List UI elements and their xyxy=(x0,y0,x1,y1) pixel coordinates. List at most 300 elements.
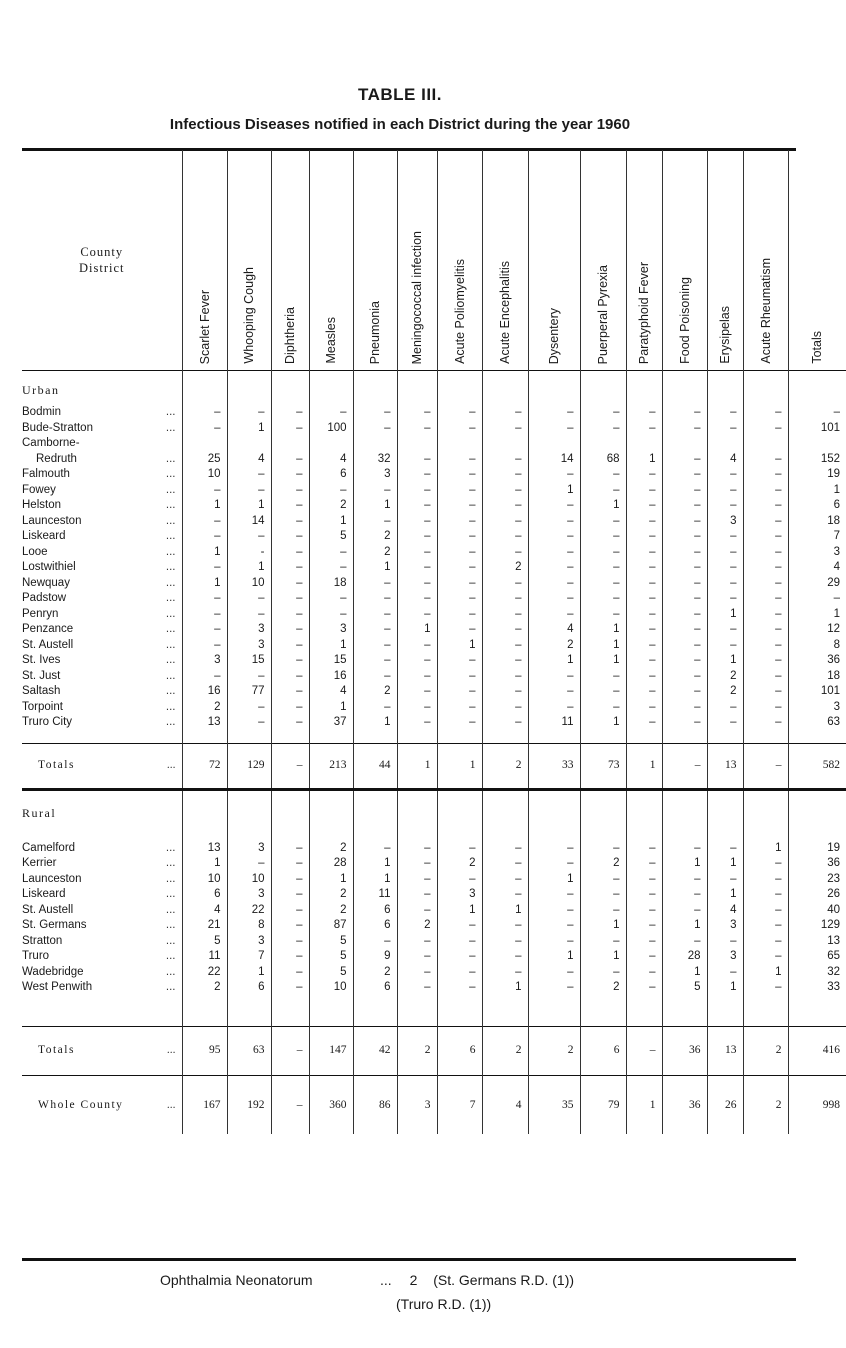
cell-value: 7 xyxy=(437,1086,482,1126)
cell-value: 1 xyxy=(309,638,353,654)
cell-value: – xyxy=(662,405,707,421)
spacer-cell xyxy=(482,791,528,803)
cell-value: – xyxy=(528,405,580,421)
spacer-cell xyxy=(227,996,271,1027)
cell-value: – xyxy=(353,934,397,950)
cell-value: – xyxy=(580,887,626,903)
district-name xyxy=(22,483,182,499)
cell-value: – xyxy=(182,669,227,685)
spacer-cell xyxy=(227,1076,271,1086)
spacer-cell xyxy=(182,731,227,744)
cell-value: – xyxy=(437,918,482,934)
cell-value: 1 xyxy=(437,638,482,654)
cell-value: 18 xyxy=(788,669,846,685)
spacer-cell xyxy=(626,803,662,825)
spacer-cell xyxy=(707,731,743,744)
district-name-text: Redruth xyxy=(36,452,77,465)
spacer-cell xyxy=(662,1126,707,1134)
cell-value: – xyxy=(309,483,353,499)
district-name xyxy=(22,918,182,934)
cell-value: – xyxy=(580,591,626,607)
spacer-cell xyxy=(482,1126,528,1134)
spacer-cell xyxy=(580,791,626,803)
cell-value: 6 xyxy=(353,918,397,934)
cell-value: 2 xyxy=(528,638,580,654)
spacer-cell xyxy=(580,996,626,1027)
cell-value: – xyxy=(626,607,662,623)
cell-value xyxy=(580,436,626,452)
district-name xyxy=(22,669,182,685)
cell-value: – xyxy=(397,715,437,731)
cell-value: 1 xyxy=(626,452,662,468)
spacer-cell xyxy=(626,1126,662,1134)
cell-value: – xyxy=(662,483,707,499)
cell-value: – xyxy=(227,700,271,716)
column-header-label: Acute Encephalitis xyxy=(498,261,512,364)
spacer-cell xyxy=(22,371,182,379)
cell-value: – xyxy=(743,684,788,700)
spacer-cell xyxy=(662,791,707,803)
column-header xyxy=(482,150,528,371)
cell-value: 1 xyxy=(528,949,580,965)
cell-value: – xyxy=(662,467,707,483)
column-header xyxy=(227,150,271,371)
spacer-cell xyxy=(353,731,397,744)
cell-value: – xyxy=(626,421,662,437)
cell-value: 3 xyxy=(707,918,743,934)
column-header-label: Acute Rheumatism xyxy=(758,258,773,364)
cell-value: 73 xyxy=(580,744,626,790)
cell-value: – xyxy=(528,841,580,857)
cell-value: – xyxy=(397,576,437,592)
section-heading-row xyxy=(22,379,846,401)
spacer-cell xyxy=(580,1076,626,1086)
cell-value: – xyxy=(397,591,437,607)
cell-value: – xyxy=(482,421,528,437)
spacer-cell xyxy=(353,379,397,401)
cell-value: 4 xyxy=(528,622,580,638)
cell-value: – xyxy=(662,498,707,514)
cell-value: – xyxy=(528,918,580,934)
cell-value: – xyxy=(437,934,482,950)
cell-value: – xyxy=(626,514,662,530)
cell-value: – xyxy=(662,744,707,790)
cell-value: 2 xyxy=(580,856,626,872)
district-name xyxy=(22,514,182,530)
cell-value: – xyxy=(626,591,662,607)
cell-value: 8 xyxy=(227,918,271,934)
cell-value xyxy=(662,436,707,452)
spacer-cell xyxy=(182,996,227,1027)
cell-value: 3 xyxy=(227,841,271,857)
cell-value: – xyxy=(662,638,707,654)
cell-value: – xyxy=(353,576,397,592)
cell-value: 36 xyxy=(662,1027,707,1076)
cell-value: – xyxy=(743,887,788,903)
spacer-cell xyxy=(227,371,271,379)
cell-value: – xyxy=(626,560,662,576)
spacer-cell xyxy=(22,996,182,1027)
leader-dots: ... xyxy=(165,872,176,885)
cell-value: 42 xyxy=(353,1027,397,1076)
cell-value: – xyxy=(482,872,528,888)
spacer-cell xyxy=(271,825,309,841)
cell-value: – xyxy=(580,421,626,437)
cell-value: – xyxy=(662,841,707,857)
cell-value: 35 xyxy=(528,1086,580,1126)
spacer-cell xyxy=(397,731,437,744)
cell-value: – xyxy=(397,684,437,700)
cell-value: 3 xyxy=(227,638,271,654)
spacer-cell xyxy=(182,379,227,401)
cell-value: – xyxy=(437,684,482,700)
spacer-cell xyxy=(580,371,626,379)
cell-value: – xyxy=(227,856,271,872)
cell-value: 15 xyxy=(309,653,353,669)
totals-row xyxy=(22,744,846,790)
cell-value: – xyxy=(662,529,707,545)
cell-value: – xyxy=(528,545,580,561)
leader-dots: ... xyxy=(165,499,176,511)
cell-value: – xyxy=(743,622,788,638)
cell-value: – xyxy=(182,560,227,576)
column-header-label: Meningococcal infection xyxy=(410,230,424,364)
cell-value: – xyxy=(743,934,788,950)
cell-value: – xyxy=(271,653,309,669)
cell-value: – xyxy=(528,467,580,483)
spacer-cell xyxy=(182,803,227,825)
cell-value: – xyxy=(353,483,397,499)
cell-value: – xyxy=(482,934,528,950)
cell-value: – xyxy=(743,483,788,499)
cell-value: – xyxy=(743,405,788,421)
spacer-cell xyxy=(309,996,353,1027)
cell-value: – xyxy=(707,622,743,638)
table-row xyxy=(22,498,846,514)
leader-dots: ... xyxy=(166,1043,176,1056)
cell-value: – xyxy=(437,715,482,731)
table-row xyxy=(22,436,846,452)
cell-value: – xyxy=(528,529,580,545)
cell-value: 1 xyxy=(580,918,626,934)
spacer-cell xyxy=(271,791,309,803)
district-name-text: Fowey xyxy=(22,483,56,496)
cell-value: 1 xyxy=(437,744,482,790)
cell-value: – xyxy=(707,934,743,950)
spacer-cell xyxy=(22,791,182,803)
cell-value: 1 xyxy=(662,918,707,934)
cell-value: – xyxy=(437,421,482,437)
leader-dots: ... xyxy=(165,903,176,916)
spacer-cell xyxy=(437,825,482,841)
leader-dots: ... xyxy=(166,758,176,771)
cell-value: 2 xyxy=(437,856,482,872)
cell-value xyxy=(707,436,743,452)
cell-value: 2 xyxy=(397,1027,437,1076)
spacer-cell xyxy=(528,803,580,825)
cell-value: – xyxy=(743,872,788,888)
spacer-cell xyxy=(743,791,788,803)
cell-value: – xyxy=(271,744,309,790)
cell-value: – xyxy=(743,529,788,545)
spacer-cell xyxy=(482,371,528,379)
district-name-text: Launceston xyxy=(22,872,82,885)
cell-value: – xyxy=(482,405,528,421)
spacer-cell xyxy=(182,1076,227,1086)
cell-value: – xyxy=(227,483,271,499)
district-name-text: Camborne- xyxy=(22,437,80,449)
spacer-cell xyxy=(528,371,580,379)
spacer-cell xyxy=(309,1126,353,1134)
cell-value: – xyxy=(662,607,707,623)
cell-value: – xyxy=(707,421,743,437)
cell-value: 19 xyxy=(788,467,846,483)
cell-value: 16 xyxy=(309,669,353,685)
district-name-text: St. Ives xyxy=(22,654,61,666)
cell-value: – xyxy=(580,576,626,592)
cell-value: – xyxy=(353,622,397,638)
cell-value: – xyxy=(271,483,309,499)
header-row xyxy=(22,150,846,371)
spacer-cell xyxy=(788,825,846,841)
cell-value: – xyxy=(626,856,662,872)
spacer-cell xyxy=(437,996,482,1027)
table-row xyxy=(22,856,846,872)
cell-value: – xyxy=(397,638,437,654)
table-row xyxy=(22,560,846,576)
cell-value: 5 xyxy=(662,980,707,996)
cell-value: – xyxy=(271,576,309,592)
leader-dots: ... xyxy=(165,919,176,931)
district-name-text: Liskeard xyxy=(22,888,66,900)
leader-dots: ... xyxy=(165,576,176,589)
cell-value: 1 xyxy=(707,653,743,669)
cell-value: – xyxy=(397,514,437,530)
cell-value: – xyxy=(397,965,437,981)
cell-value: 2 xyxy=(353,545,397,561)
cell-value xyxy=(397,436,437,452)
cell-value: 3 xyxy=(707,514,743,530)
cell-value: 1 xyxy=(528,483,580,499)
spacer-cell xyxy=(271,1076,309,1086)
cell-value: 87 xyxy=(309,918,353,934)
spacer-cell xyxy=(437,379,482,401)
cell-value: – xyxy=(528,980,580,996)
district-name-text: Liskeard xyxy=(22,530,66,542)
district-name-text: Stratton xyxy=(22,934,63,947)
cell-value: – xyxy=(271,452,309,468)
leader-dots: ... xyxy=(165,950,176,962)
cell-value: – xyxy=(227,467,271,483)
cell-value: 5 xyxy=(309,949,353,965)
cell-value: – xyxy=(580,514,626,530)
district-name-text: Launceston xyxy=(22,514,82,527)
cell-value: – xyxy=(437,545,482,561)
cell-value: – xyxy=(271,934,309,950)
column-header xyxy=(437,150,482,371)
footnote-dots: ... xyxy=(380,1272,392,1288)
cell-value: – xyxy=(626,405,662,421)
cell-value xyxy=(353,436,397,452)
table-row xyxy=(22,715,846,731)
cell-value: – xyxy=(707,591,743,607)
district-name-text: Wadebridge xyxy=(22,965,84,978)
cell-value: – xyxy=(626,949,662,965)
cell-value: – xyxy=(743,856,788,872)
cell-value: – xyxy=(580,560,626,576)
leader-dots: ... xyxy=(165,514,176,527)
table-row xyxy=(22,607,846,623)
spacer-cell xyxy=(353,1076,397,1086)
cell-value: 1 xyxy=(707,856,743,872)
cell-value: 44 xyxy=(353,744,397,790)
leader-dots: ... xyxy=(165,654,176,666)
cell-value: – xyxy=(182,607,227,623)
cell-value: 32 xyxy=(353,452,397,468)
cell-value: – xyxy=(397,872,437,888)
table-row xyxy=(22,545,846,561)
cell-value: – xyxy=(353,638,397,654)
spacer-cell xyxy=(397,371,437,379)
spacer-cell xyxy=(271,1126,309,1134)
cell-value: – xyxy=(528,887,580,903)
table-row xyxy=(22,405,846,421)
cell-value: – xyxy=(743,669,788,685)
spacer-cell xyxy=(528,731,580,744)
cell-value: – xyxy=(626,498,662,514)
cell-value: – xyxy=(662,421,707,437)
cell-value: – xyxy=(482,638,528,654)
cell-value: – xyxy=(743,452,788,468)
cell-value: 63 xyxy=(788,715,846,731)
cell-value: – xyxy=(353,669,397,685)
spacer-cell xyxy=(437,791,482,803)
cell-value xyxy=(743,436,788,452)
spacer-cell xyxy=(788,371,846,379)
cell-value: – xyxy=(182,529,227,545)
table-row xyxy=(22,872,846,888)
bottom-rule xyxy=(22,1258,796,1261)
district-name xyxy=(22,452,182,468)
cell-value: 3 xyxy=(309,622,353,638)
district-header xyxy=(22,150,182,371)
cell-value: – xyxy=(626,638,662,654)
cell-value: – xyxy=(227,405,271,421)
column-header-label: Totals xyxy=(810,331,825,364)
cell-value: – xyxy=(743,498,788,514)
cell-value: – xyxy=(271,514,309,530)
spacer-cell xyxy=(743,1076,788,1086)
table-row xyxy=(22,934,846,950)
cell-value: 1 xyxy=(353,856,397,872)
cell-value: – xyxy=(437,653,482,669)
district-name-text: Lostwithiel xyxy=(22,561,76,573)
district-name-text: Falmouth xyxy=(22,468,70,480)
table-row xyxy=(22,653,846,669)
cell-value: – xyxy=(743,638,788,654)
leader-dots: ... xyxy=(165,452,176,465)
cell-value: 4 xyxy=(182,903,227,919)
cell-value: – xyxy=(227,607,271,623)
cell-value: 25 xyxy=(182,452,227,468)
cell-value: – xyxy=(707,483,743,499)
spacer-row xyxy=(22,825,846,841)
cell-value: 2 xyxy=(353,529,397,545)
cell-value: – xyxy=(437,669,482,685)
cell-value: – xyxy=(182,622,227,638)
cell-value: 1 xyxy=(662,965,707,981)
leader-dots: ... xyxy=(165,421,176,434)
cell-value: 1 xyxy=(707,887,743,903)
cell-value: 14 xyxy=(528,452,580,468)
cell-value: – xyxy=(482,622,528,638)
spacer-row xyxy=(22,996,846,1027)
cell-value: 1 xyxy=(743,965,788,981)
cell-value: – xyxy=(353,653,397,669)
cell-value xyxy=(528,436,580,452)
cell-value: – xyxy=(437,841,482,857)
cell-value: – xyxy=(482,591,528,607)
district-name xyxy=(22,467,182,483)
spacer-row xyxy=(22,791,846,803)
cell-value: – xyxy=(309,607,353,623)
district-name xyxy=(22,903,182,919)
cell-value: 1 xyxy=(580,949,626,965)
spacer-cell xyxy=(309,825,353,841)
district-name-text: Bude-Stratton xyxy=(22,421,93,434)
spacer-cell xyxy=(353,996,397,1027)
cell-value: – xyxy=(482,715,528,731)
cell-value: – xyxy=(528,421,580,437)
cell-value: 1 xyxy=(437,903,482,919)
cell-value: – xyxy=(626,903,662,919)
spacer-cell xyxy=(482,731,528,744)
cell-value: – xyxy=(626,653,662,669)
cell-value: 33 xyxy=(528,744,580,790)
cell-value: – xyxy=(482,669,528,685)
spacer-cell xyxy=(662,996,707,1027)
column-header xyxy=(397,150,437,371)
cell-value: 1 xyxy=(309,700,353,716)
spacer-cell xyxy=(309,1076,353,1086)
cell-value: 5 xyxy=(182,934,227,950)
district-header-line2: District xyxy=(79,261,125,275)
section-heading: Urban xyxy=(22,382,60,397)
table-row xyxy=(22,841,846,857)
cell-value: 1 xyxy=(227,965,271,981)
cell-value: – xyxy=(707,638,743,654)
spacer-cell xyxy=(482,996,528,1027)
cell-value: – xyxy=(626,669,662,685)
cell-value: 1 xyxy=(707,607,743,623)
cell-value: 129 xyxy=(227,744,271,790)
cell-value: – xyxy=(353,421,397,437)
leader-dots: ... xyxy=(165,685,176,697)
cell-value: 1 xyxy=(626,744,662,790)
cell-value: 18 xyxy=(788,514,846,530)
cell-value: 2 xyxy=(482,560,528,576)
district-name-text: Truro xyxy=(22,950,50,962)
cell-value: 1 xyxy=(182,856,227,872)
cell-value: – xyxy=(662,514,707,530)
table-row xyxy=(22,918,846,934)
cell-value: 129 xyxy=(788,918,846,934)
cell-value: 2 xyxy=(309,841,353,857)
cell-value: – xyxy=(743,421,788,437)
table-row xyxy=(22,529,846,545)
spacer-cell xyxy=(397,1126,437,1134)
cell-value: – xyxy=(626,1027,662,1076)
